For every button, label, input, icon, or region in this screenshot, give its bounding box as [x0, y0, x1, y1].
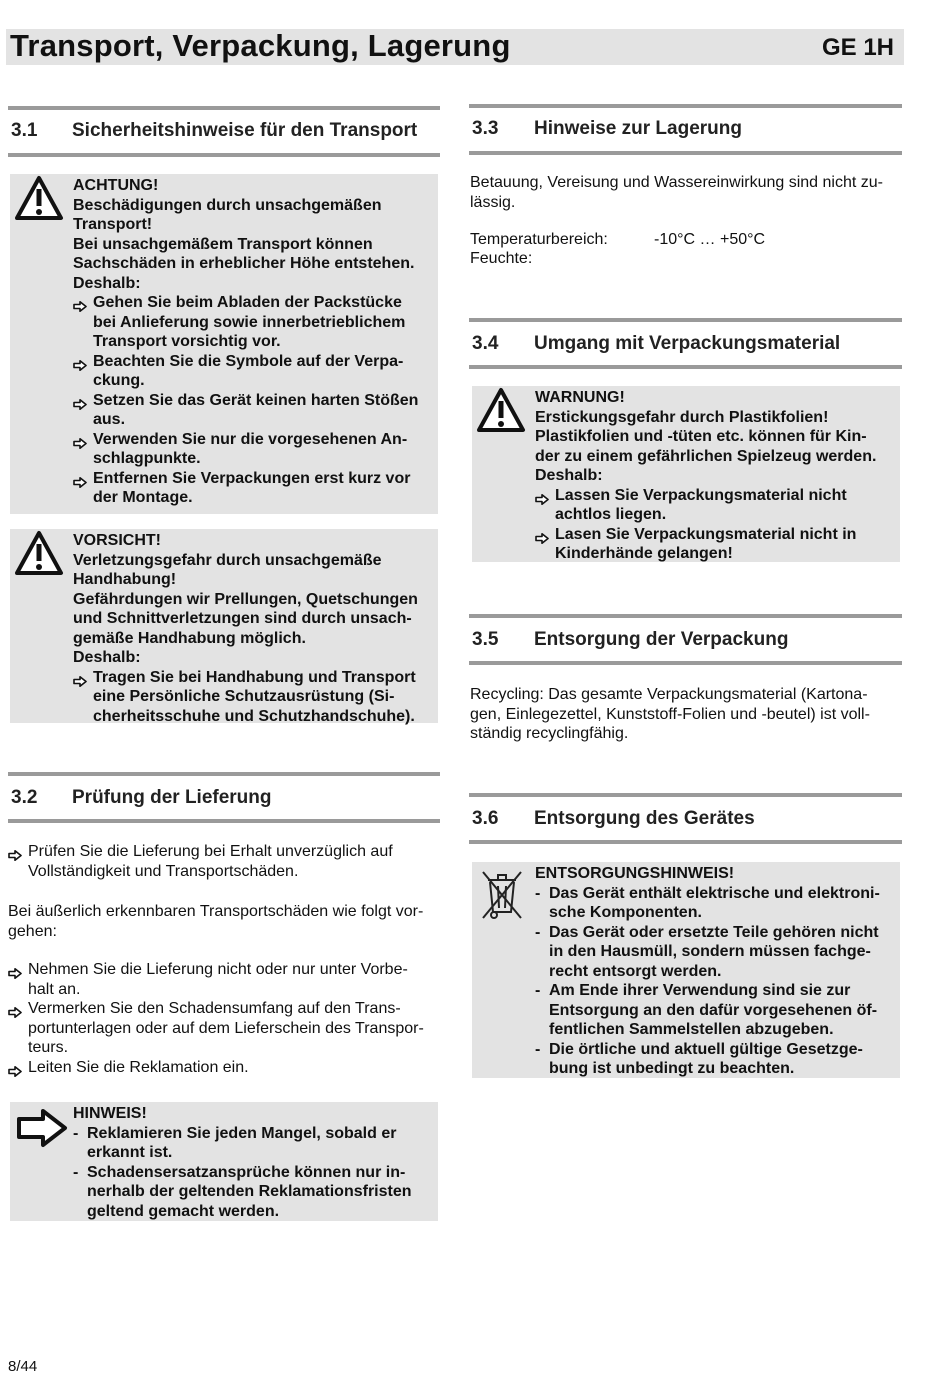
section-number: 3.4 — [472, 333, 499, 354]
list-item-text: cherheitsschuhe und Schutzhandschuhe). — [93, 707, 415, 725]
list-item-line — [535, 981, 880, 1001]
notice-text: Plastikfolien und -tüten etc. können für Kin- — [535, 428, 867, 445]
list-item-text: Lassen Sie Verpackungsmaterial nicht — [555, 486, 847, 504]
list-item-line — [535, 486, 876, 506]
list-item-line — [535, 923, 880, 943]
recycling-paragraph — [470, 685, 870, 744]
section-title: Prüfung der Lieferung — [72, 787, 272, 808]
list-item — [73, 1124, 412, 1163]
section-3-4-heading — [469, 318, 902, 369]
entsorgung-notice — [472, 862, 900, 1078]
notice-text: Sachschäden in erheblicher Höhe entstehen. — [73, 255, 415, 272]
section-title: Sicherheitshinweise für den Transport — [72, 120, 418, 141]
list-item-line — [8, 1019, 424, 1039]
temperature-label: Temperaturbereich: — [470, 231, 608, 248]
dash-bullet-icon: - — [535, 1040, 541, 1058]
section-number: 3.5 — [472, 629, 499, 650]
warning-triangle-icon — [14, 174, 64, 227]
list-item-text: Vollständigkeit und Transportschäden. — [28, 862, 299, 880]
hint-arrow-icon — [16, 1108, 68, 1153]
crossed-out-wheelie-bin-icon — [478, 868, 526, 927]
page-number: 8/44 — [8, 1358, 38, 1375]
list-item-text: erkannt ist. — [87, 1144, 173, 1161]
list-item — [73, 391, 418, 430]
list-item — [73, 293, 418, 352]
list-item-line — [73, 668, 418, 688]
list-item-line — [73, 687, 418, 707]
notice-text: Deshalb: — [535, 467, 603, 484]
list-item-line — [73, 488, 418, 508]
list-item-line — [73, 1202, 412, 1222]
notice-title: HINWEIS! — [73, 1105, 147, 1122]
section-3-3-heading — [469, 104, 902, 155]
list-item-text: Entfernen Sie Verpackungen erst kurz vor — [93, 469, 411, 487]
list-item-line — [73, 313, 418, 333]
notice-text: WARNUNG! — [535, 389, 625, 406]
list-item-line — [8, 1058, 424, 1078]
list-item-text: Lasen Sie Verpackungsmaterial nicht in — [555, 525, 857, 543]
list-item-line — [8, 1038, 424, 1058]
dash-bullet-icon: - — [535, 884, 541, 902]
list-item-text: der Montage. — [93, 489, 193, 506]
list-item-text: Leiten Sie die Reklamation ein. — [28, 1058, 249, 1076]
list-item — [535, 981, 880, 1040]
list-item-text: Kinderhände gelangen! — [555, 545, 733, 562]
list-item-line — [73, 1182, 412, 1202]
list-item — [535, 525, 876, 564]
list-item-line — [535, 525, 876, 545]
dash-bullet-icon: - — [535, 982, 541, 999]
list-item-text: nerhalb der geltenden Reklamationsfristen — [87, 1183, 412, 1200]
list-item-text: fentlichen Sammelstellen abzugeben. — [549, 1021, 834, 1038]
list-item — [73, 430, 418, 469]
list-item-line — [73, 1124, 412, 1144]
section-title: Entsorgung der Verpackung — [534, 629, 789, 650]
paragraph-line: Betauung, Vereisung und Wassereinwirkung sind nicht zu- — [470, 174, 883, 191]
list-item-text: bei Anlieferung sowie innerbetrieblichem — [93, 313, 406, 331]
list-item-line — [73, 449, 418, 469]
list-item-text: Die örtliche und aktuell gültige Gesetzge- — [549, 1040, 863, 1058]
list-item-line — [8, 980, 424, 1000]
list-item-text: ckung. — [93, 372, 145, 389]
section-3-6-heading — [469, 793, 902, 844]
notice-text: ACHTUNG! — [73, 177, 159, 194]
list-item-line — [73, 371, 418, 391]
list-item-line — [73, 410, 418, 430]
warning-triangle-icon — [14, 529, 64, 582]
list-item-line — [8, 842, 393, 862]
document-code: GE 1H — [821, 34, 894, 61]
list-item — [73, 1163, 412, 1222]
list-item-text: Tragen Sie bei Handhabung und Transport — [93, 668, 416, 686]
section-title: Hinweise zur Lagerung — [534, 118, 742, 139]
paragraph-line: Recycling: Das gesamte Verpackungsmaterial (Kartona- — [470, 686, 868, 703]
list-item-line — [73, 707, 418, 727]
notice-text: Gefährdungen wir Prellungen, Quetschungen — [73, 590, 418, 608]
notice-text: der zu einem gefährlichen Spielzeug werden. — [535, 447, 877, 465]
list-item-text: in den Hausmüll, sondern müssen fachge- — [549, 943, 871, 960]
list-item-line — [8, 862, 393, 882]
list-item-text: teurs. — [28, 1039, 69, 1056]
list-item-text: Verwenden Sie nur die vorgesehenen An- — [93, 430, 408, 448]
notice-text: Deshalb: — [73, 274, 141, 292]
list-item-text: Vermerken Sie den Schadensumfang auf den Trans- — [28, 1000, 401, 1017]
humidity-label: Feuchte: — [470, 250, 533, 267]
notice-text: Transport! — [73, 216, 153, 233]
list-item-text: schlagpunkte. — [93, 450, 201, 467]
list-item-line — [535, 962, 880, 982]
list-item-text: Das Gerät oder ersetzte Teile gehören nicht — [549, 923, 879, 941]
achtung-notice — [10, 174, 438, 514]
list-item — [8, 999, 424, 1058]
notice-text: Beschädigungen durch unsachgemäßen — [73, 196, 382, 214]
list-item-line — [73, 1163, 412, 1183]
list-item-line — [535, 1040, 880, 1060]
list-item — [8, 842, 393, 881]
damage-paragraph — [8, 902, 423, 941]
temperature-value: -10°C … +50°C — [654, 231, 766, 248]
dash-bullet-icon: - — [73, 1124, 79, 1142]
list-item-text: Transport vorsichtig vor. — [93, 333, 281, 350]
section-3-5-heading — [469, 614, 902, 665]
list-item — [535, 923, 880, 982]
list-item-text: Prüfen Sie die Lieferung bei Erhalt unverzüglich auf — [28, 843, 393, 860]
section-title: Entsorgung des Gerätes — [534, 808, 755, 829]
list-item-line — [8, 999, 424, 1019]
list-item — [535, 1040, 880, 1079]
warning-triangle-icon — [476, 386, 526, 439]
warnung-notice — [472, 386, 900, 562]
list-item-line — [73, 469, 418, 489]
list-item-text: sche Komponenten. — [549, 904, 702, 921]
list-item-line — [73, 332, 418, 352]
section-number: 3.2 — [11, 787, 38, 808]
list-item — [8, 960, 424, 999]
notice-text: Handhabung! — [73, 571, 177, 588]
list-item — [73, 668, 418, 727]
list-item-line — [73, 391, 418, 411]
list-item-line — [73, 430, 418, 450]
section-number: 3.3 — [472, 118, 499, 139]
list-item-line — [535, 1059, 880, 1079]
list-item-line — [535, 884, 880, 904]
list-item — [535, 486, 876, 525]
vorsicht-notice — [10, 529, 438, 723]
list-item — [8, 1058, 424, 1078]
dash-bullet-icon: - — [73, 1163, 79, 1181]
list-item-text: Beachten Sie die Symbole auf der Verpa- — [93, 352, 404, 370]
list-item-text: Das Gerät enthält elektrische und elektroni- — [549, 884, 880, 902]
list-item-text: recht entsorgt werden. — [549, 962, 722, 980]
dash-bullet-icon: - — [535, 923, 541, 941]
list-item-text: achtlos liegen. — [555, 506, 667, 523]
list-item-text: Nehmen Sie die Lieferung nicht oder nur unter Vorbe- — [28, 961, 408, 978]
paragraph-line: gen, Einlegezettel, Kunststoff-Folien und -beutel) ist voll- — [470, 705, 870, 723]
paragraph-line: gehen: — [8, 922, 57, 940]
list-item-text: Gehen Sie beim Abladen der Packstücke — [93, 294, 402, 311]
list-item-text: Schadensersatzansprüche können nur in- — [87, 1163, 406, 1181]
hinweis-notice — [10, 1102, 438, 1221]
list-item-line — [73, 293, 418, 313]
notice-text: VORSICHT! — [73, 532, 161, 549]
list-item-line — [535, 942, 880, 962]
list-item-text: Am Ende ihrer Verwendung sind sie zur — [549, 982, 851, 999]
paragraph-line: ständig recyclingfähig. — [470, 725, 629, 742]
list-item-text: aus. — [93, 411, 126, 428]
list-item-line — [8, 960, 424, 980]
list-item-text: Entsorgung an den dafür vorgesehenen öf- — [549, 1001, 878, 1019]
page-header — [6, 29, 904, 65]
list-item — [73, 352, 418, 391]
list-item-line — [535, 544, 876, 564]
paragraph-line: lässig. — [470, 193, 516, 211]
list-item-text: eine Persönliche Schutzausrüstung (Si- — [93, 688, 395, 705]
arrow-bullet-icon — [8, 1063, 22, 1083]
list-item-text: Setzen Sie das Gerät keinen harten Stößen — [93, 391, 419, 409]
list-item-line — [535, 505, 876, 525]
notice-text: Bei unsachgemäßem Transport können — [73, 235, 373, 253]
damage-steps-list — [8, 960, 424, 1077]
notice-text: gemäße Handhabung möglich. — [73, 629, 306, 647]
list-item-line — [535, 903, 880, 923]
list-item-text: halt an. — [28, 980, 81, 998]
notice-text: und Schnittverletzungen sind durch unsach- — [73, 610, 412, 627]
list-item — [73, 469, 418, 508]
section-number: 3.6 — [472, 808, 499, 829]
list-item-text: bung ist unbedingt zu beachten. — [549, 1060, 795, 1077]
notice-title: ENTSORGUNGSHINWEIS! — [535, 865, 735, 882]
notice-text: Deshalb: — [73, 649, 141, 666]
list-item-line — [535, 1020, 880, 1040]
paragraph-line: Bei äußerlich erkennbaren Transportschäden wie folgt vor- — [8, 903, 424, 920]
check-delivery-instruction — [8, 842, 393, 881]
page-title: Transport, Verpackung, Lagerung — [10, 28, 511, 63]
section-title: Umgang mit Verpackungsmaterial — [534, 333, 841, 354]
notice-text: Verletzungsgefahr durch unsachgemäße — [73, 551, 382, 569]
list-item-line — [73, 352, 418, 372]
section-3-2-heading — [8, 772, 440, 823]
section-3-1-heading — [8, 106, 440, 157]
list-item-line — [73, 1143, 412, 1163]
list-item-text: portunterlagen oder auf dem Lieferschein des Transpor- — [28, 1019, 424, 1037]
notice-text: Erstickungsgefahr durch Plastikfolien! — [535, 408, 829, 426]
storage-paragraph — [470, 173, 883, 212]
list-item-text: Reklamieren Sie jeden Mangel, sobald er — [87, 1124, 397, 1142]
list-item-line — [535, 1001, 880, 1021]
section-number: 3.1 — [11, 120, 38, 141]
list-item — [535, 884, 880, 923]
list-item-text: geltend gemacht werden. — [87, 1202, 280, 1220]
